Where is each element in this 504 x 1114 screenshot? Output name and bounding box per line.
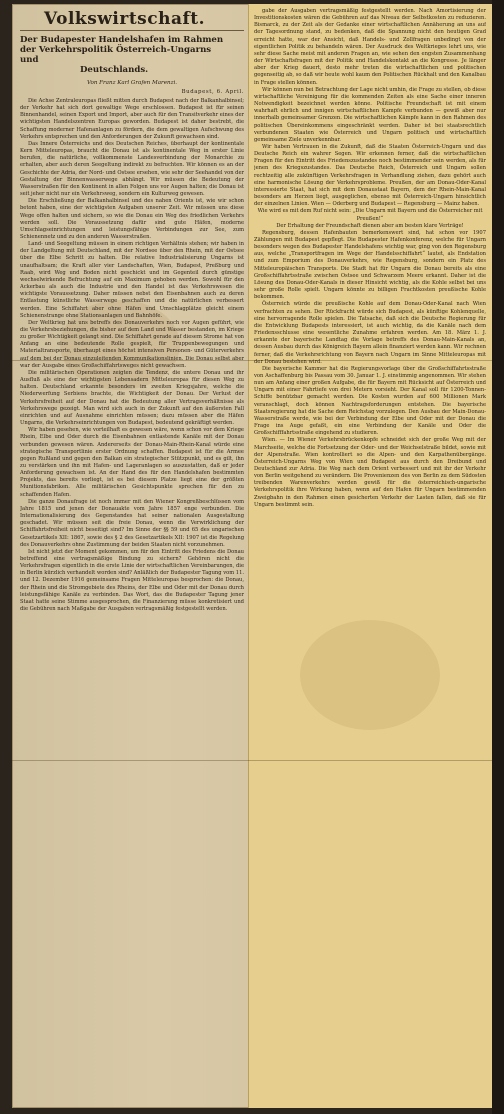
- paragraph: Die ganze Donaufrage ist noch immer mit den Wiener Kongreßbeschlüssen vom Jahre 1815 und jenen der Donauakte vom Jahre 1857 enge verbunden. Die Internationalisierung des Gegenstandes hat seiner nationalen Ausgestaltung geschadet. Wir müssen seit die freie Donau, wenn die Verwirklichung der Schiffahrtsfreiheit nicht beseitigt sind? Im Sinne der §§ 59 und 65 des ungarischen Gesetzartikels XII: 1867, sowie des § 2 des Gesetzartikels XII: 1907 ist die Regelung des Donauverkehrs ohne Zustimmung der beiden Staaten nicht vorzunehmen.: [20, 498, 244, 548]
- paragraph: Die Erschließung der Balkanhalbinsel und des nahen Orients ist, wie wir schon betont haben, eine der wichtigsten Aufgaben unserer Zeit. Wir müssen uns diese Wege offen halten und sichern, so wie die Donau ein Weg des friedlichen Verkehrs werden soll. Die Voraussetzung dafür sind gute Häfen, moderne Umschlagseinrichtungen und leistungsfähige Verbindungen zur See, zum Schienennetz und zu den anderen Wasserstraßen.: [20, 198, 244, 240]
- paragraph: Österreich würde die preußische Kohle auf dem Donau-Oder-Kanal nach Wien verfrachten zu sehen. Der Rückfracht würde sich Budapest, als künftige Kohlenquelle, eine hervorragende Rolle spielen. Die Tatsache, daß sich die Deutsche Regierung für die Entwicklung Budapests interessiert, ist auch wichtig, da die Kanäle nach dem Friedensschlusse eine wesentliche Zunahme erfahren werden. Am 18. März 1. J. erkannte der bayerische Landtag die Vorlage betreffs des Donau-Main-Kanals an, dessen Ausbau durch das Königreich Bayern allein finanziert werden kann. Wir rechnen ferner, daß die Verkehrsrichtung von Bayern nach Ungarn im Sinne Mitteleuropas mit der Donau bestehen wird.: [254, 301, 486, 365]
- left-column: [20, 8, 244, 1102]
- paragraph: Der Weltkrieg hat uns betreffs des Donauverkehrs noch vor Augen geführt, wie die Verkehrsbeziehungen, die bisher auf dem Land und Wasser bestanden, im Kriege zu großer Wichtigkeit gelangt sind. Die Schiffahrt gerade auf diesem Strome hat von Anfang an eine bedeutende Rolle gespielt, für Truppenbewegungen und Materialtransporte, überhaupt eines höchst intensiven Personen- und Güterverkehrs auf dem bei der Donau einzuleitenden Kommunikationslinien. Die Donau selbst aber war der Ausgabe eines Großschiffahrtsweges nicht gewachsen.: [20, 319, 244, 369]
- paragraph: Regensburg, dessen Hafenbauten bemerkenswert sind, hat schon vor 1907 Zählungen mit Budapest gepflegt. Die Budapester Hafenkonferenz, welche für Ungarn besonders wegen des Budapester Handelshafens wichtig war, ging von den Regensburg aus, welche „Transportfragen im Wege der Handelsschiffahrt“ lautet, als Endstation und zum Emporium des Donauverkehrs, wie Regensburg, sondern ein Platz des Mitteleuropäischen Transports. Die Stadt hat für Ungarn die Donau bereits als eine Großschiffahrtsstraße zwischen Ostsee und Schwarzem Meere erkannt. Daher ist die Lösung des Donau-Oder-Kanals in dieser Hinsicht wichtig, als die Kohle selbst bei uns sehr große Rolle spielt. Ungarn könnte zu billigen Frachtkosten preußische Kohle bekommen.: [254, 229, 486, 301]
- paragraph: Die militärischen Operationen zeigten die Tendenz, die untere Donau und ihr Ausfluß als eine der wichtigsten Lebensadern Mitteleuropas für diesen Weg zu halten. Deutschland erkannte besonders im zweiten Kriegsjahre, welche die Niederwerfung Serbiens brachte, die Wichtigkeit der Donau. Der Verlust der Verkehrsfreiheit auf der Donau hat die Bedeutung aller Vertragsverhältnisse als Verkehrswege gezeigt. Man wird sich auch in der Zukunft auf den äußersten Fall einrichten und auf Ausnahme einrichten müssen; dazu müssen aber die Häfen Ungarns, die Verkehrseinrichtungen von Budapest, bedeutend gekräftigt werden.: [20, 369, 244, 427]
- paragraph: Die bayerische Kammer hat die Regierungsvorlage über die Großschiffahrtsstraße von Aschaffenburg bis Passau vom 30. Januar 1. J. einstimmig angenommen. Wir stehen nun am Anfang einer großen Aufgabe, die für Bayern mit Rücksicht auf Österreich und Ungarn mit einer Fahrtiefe von drei Metern vorsieht. Der Kanal soll für 1200-Tonnen-Schiffe benützbar gemacht werden. Die Kosten wurden auf 600 Millionen Mark veranschlagt, doch können Nachtragsforderungen entstehen. Die bayerische Staatsregierung hat die Sache dem Reichstag vorzulegen. Den Ausbau der Main-Donau-Wasserstraße werde, wie bei der Verbindung der Elbe und Oder mit der Donau die Frage ins Auge gefaßt, ein eine Verbindung der Kanäle und Oder die Großschifffahrtsstraße eingehend zu studieren.: [254, 365, 486, 437]
- dateline: Budapest, 6. April.: [181, 89, 244, 95]
- section-heading: Volkswirtschaft.: [20, 8, 244, 31]
- paragraph: Der Erhaltung der Freundschaft dienen aber am besten klare Verträge!: [276, 222, 464, 229]
- title-line: Der Budapester Handelshafen im Rahmen: [20, 35, 224, 45]
- paragraph: Ist nicht jetzt der Moment gekommen, um für den Eintritt des Friedens die Donau betreffend eine vertragsmäßige Bindung zu sichern? Gehören nicht die Verkehrsfragen eigentlich in die erste Linie der wirtschaftlichen Vereinbarungen, die in Berlin kürzlich verhandelt worden sind? Anläßlich der Budapester Tagung vom 11. und 12. Dezember 1916 gemeinsame Fragen Mitteleuropas besprochen: die Donau, der Rhein und die Stromgebiete des Rheins, der Elbe und Oder mit der Donau durch leistungsfähige Kanäle zu verbinden. Das Wort, das die Budapester Tagung jener Staat hatte seine Stimme ausgesprochen, die Finanzierung müsse konkretisiert und die Gebühren nach Maßgabe der Ausgaben vertragsmäßig festgestellt werden.: [20, 548, 244, 613]
- title-line: Deutschlands.: [80, 65, 149, 75]
- paragraph: Die Achse Zentraleuropas fließt mitten durch Budapest nach der Balkanhalbinsel; der Verkehr hat sich dort gewaltige Wege erschlossen. Budapest ist für seinen Binnenhandel, seinen Export und Import, aber auch für den Transitverkehr eines der wichtigsten Handelszentren Europas geworden. Budapest ist daher bestrebt, die Schaffung moderner Hafenanlagen zu fördern, die dem gewaltigen Aufschwung des Verkehrs entsprechen und den Anforderungen der Zukunft gewachsen sind.: [20, 98, 244, 140]
- paragraph: Wie wird es mit dem Ruf nicht sein: „Die Ungarn mit Bayern und die Österreicher mit Preußen!“: [257, 208, 483, 222]
- scan-edge: [492, 0, 504, 1114]
- paragraph: Land- und Seegeltung müssen in einem richtigen Verhältnis stehen; wir haben in der Landgeltung mit Deutschland, mit der Nordsee über den Rhein, mit der Ostsee über die Elbe Schritt zu halten. Die relative Industrialisierung Ungarns ist unaufhaltsam; die Kraft aller vier Landschaften, Wien, Budapest, Preßburg und Raab, wird Weg und Boden nicht geschickt und im Gegenteil durch günstige wechselwirkende Befruchtung auf ein Maximum gehoben werden. Sowohl für den Ackerbau als auch die Industrie und den Handel ist das Verkehrswesen die wichtigste Voraussetzung. Daher müssen nebst den Eisenbahnen auch zu deren Entlastung künstliche Wasserwege geschaffen und die natürlichen verbessert werden. Eine Schiffahrt aber ohne Häfen und Umschlagplätze gleicht einem Schienenstrange ohne Stationsanlagen und Bahnhöfe.: [20, 241, 244, 319]
- right-column: [254, 8, 486, 1102]
- paragraph: Wir können nun bei Betrachtung der Lage nicht umhin, die Frage zu stellen, ob diese wirtschaftliche Vereinigung für die kommenden Zeiten als eine Sache einer inneren Notwendigkeit bezeichnet werden könne. Politische Freundschaft ist mit einem wahrhaft ehrlich und innigen wirtschaftlichen Kampfe verbunden — gewiß aber nur innerhalb gemeinsamer Grenzen. Die wirtschaftlichen Kämpfe kann in den Rahmen des politischen Übereinkommens eingeschränkt werden. Daher ist bei staatsrechtlich verbundenen Staaten wie Österreich und Ungarn politisch und wirtschaftlich gemeinsame Ziele unverkennbar.: [254, 86, 486, 143]
- paragraph: Wir haben gesehen, wie vorteilhaft es gewesen wäre, wenn schon vor dem Kriege Rhein, Elbe und Oder durch die Eisenbahnen entlastende Kanäle mit der Donau verbunden gewesen wären. Andererseits der Donau-Main-Rhein-Kanal würde eine strategische Transportlinie erster Ordnung schaffen. Budapest ist für die Armee gegen Rußland und gegen den Balkan ein strategischer Stützpunkt, und es gilt, ihn zu verstärken und ihn mit Hafen- und Lageranlagen so auszustatten, daß er jeder Anforderung gewachsen ist. An der Hand des für den Handelshafen bestimmten Projekts, das bereits vorliegt, ist es bei diesem Platze liegt eine der größten Munitionsfabriken. Alle militärischen Gesichtspunkte sprechen für den zu schaffenden Hafen.: [20, 427, 244, 498]
- paragraph: gabe der Ausgaben vertragsmäßig festgestellt werden. Nach Amortisierung der Investitionskosten wären die Gebühren auf das Niveau der Selbstkosten zu reduzieren. Bismarck, zu der Zeit als der Gedanke einer wirtschaftlichen Annäherung an uns auf der Tagesordnung stand, zu bedenken, daß die Spannung nicht den heutigen Grad erreicht hatte, war der Ansicht, daß Handels- und Zollfragen unbedingt von der eigentlichen Politik zu behandeln wären. Der Ausdruck des Weltkrieges lehrt uns, wie sehr diese Sache meist mit anderen Fragen an, wie sehen den engsten Zusammenhang der Wirtschaftsfragen mit der Politik und Handelskontakt an die Kongresse. Je länger aber der Krieg dauert, desto mehr treten die wirtschaftlichen und politischen gegenseitig ab, so daß wir heute wohl kaum den Politischen Rückhalt und den Kanalbau in Frage stellen können.: [254, 8, 486, 86]
- article-title: [20, 35, 244, 75]
- paragraph: Wir haben Vertrauen in die Zukunft, daß die Staaten Österreich-Ungarn und das Deutsche Reich ein wahrer Segen. Wir erkennen ferner, daß die wirtschaftlichen Fragen für den Eintritt des Friedenszustandes noch bestimmender sein werden, als für jenen des Kriegszustandes. Das Deutsche Reich, Österreich und Ungarn sollen rechtzeitig alle zukünftigen Verkehrsfragen in Verhandlung ziehen, dazu gehört auch eine harmonische Lösung der Verkehrsprobleme. Preußen, der am Donau-Oder-Kanal interessierte Staat, hat sich mit dem Donaustaat Bayern, dem der Rhein-Main-Kanal besonders am Herzen liegt, ausgeglichen, ebenso mit Österreich-Ungarn hinsichtlich der einzelnen Linien. Wien — Oderberg und Budapest — Regensburg — Mainz haben.: [254, 143, 486, 208]
- title-line: der Verkehrspolitik Österreich-Ungarns und: [20, 45, 212, 65]
- paragraph: Das Innere Österreichs und des Deutschen Reiches, überhaupt der kontinentale Kern Mitteleuropas, braucht die Donau ist als kontinentale Weg in erster Linie berufen, die natürliche, vollkommenste Landesverbindung der Monarchie zu erhalten, aber auch deren Seegeltung indirekt zu befruchten. Wir können es an der Geschichte der Adria, der Nord- und Ostsee ersehen, wie sehr der Seehandel von der Gestaltung der Binnenwasserwege abhängt. Wir müssen die Bedeutung der Wasserstraßen für den Kontinent in allen Folgen uns vor Augen halten; die Donau ist seit jeher nicht nur ein Verkehrsweg, sondern ein Kulturweg gewesen.: [20, 140, 244, 198]
- paragraph: Wien. — Im Wiener Verkehrsbrückenkopfe schneidet sich der große Weg mit der Marchseite, welche die Fortsetzung der Oder- und der Weichselstraße bildet, sowie mit der Alpenstraße. Wien kontrolliert so die Alpen- und den Karpathenübergänge. Österreich-Ungarns Weg von Wien und Budapest aus durch den Dreibund und Deutschland zur Adria. Die Weg nach dem Orient verbessert und mit ihr der Verkehr von Berlin weitgehend zu verändern. Die Provenienzen des von Berlin zu dem Südosten treibenden Warenverkehrs werden gewiß für die österreichisch-ungarische Verkehrspolitik ihre Wirkung haben, wenn auf den Hafen für Ungarn bestimmenden Zweigbahn in den Rahmen einen gesicherten Verkehr der Lasten fallen, daß sie für Ungarn bestimmt sein.: [254, 437, 486, 508]
- byline: Von Franz Karl Grafen Marenzi.: [86, 80, 178, 86]
